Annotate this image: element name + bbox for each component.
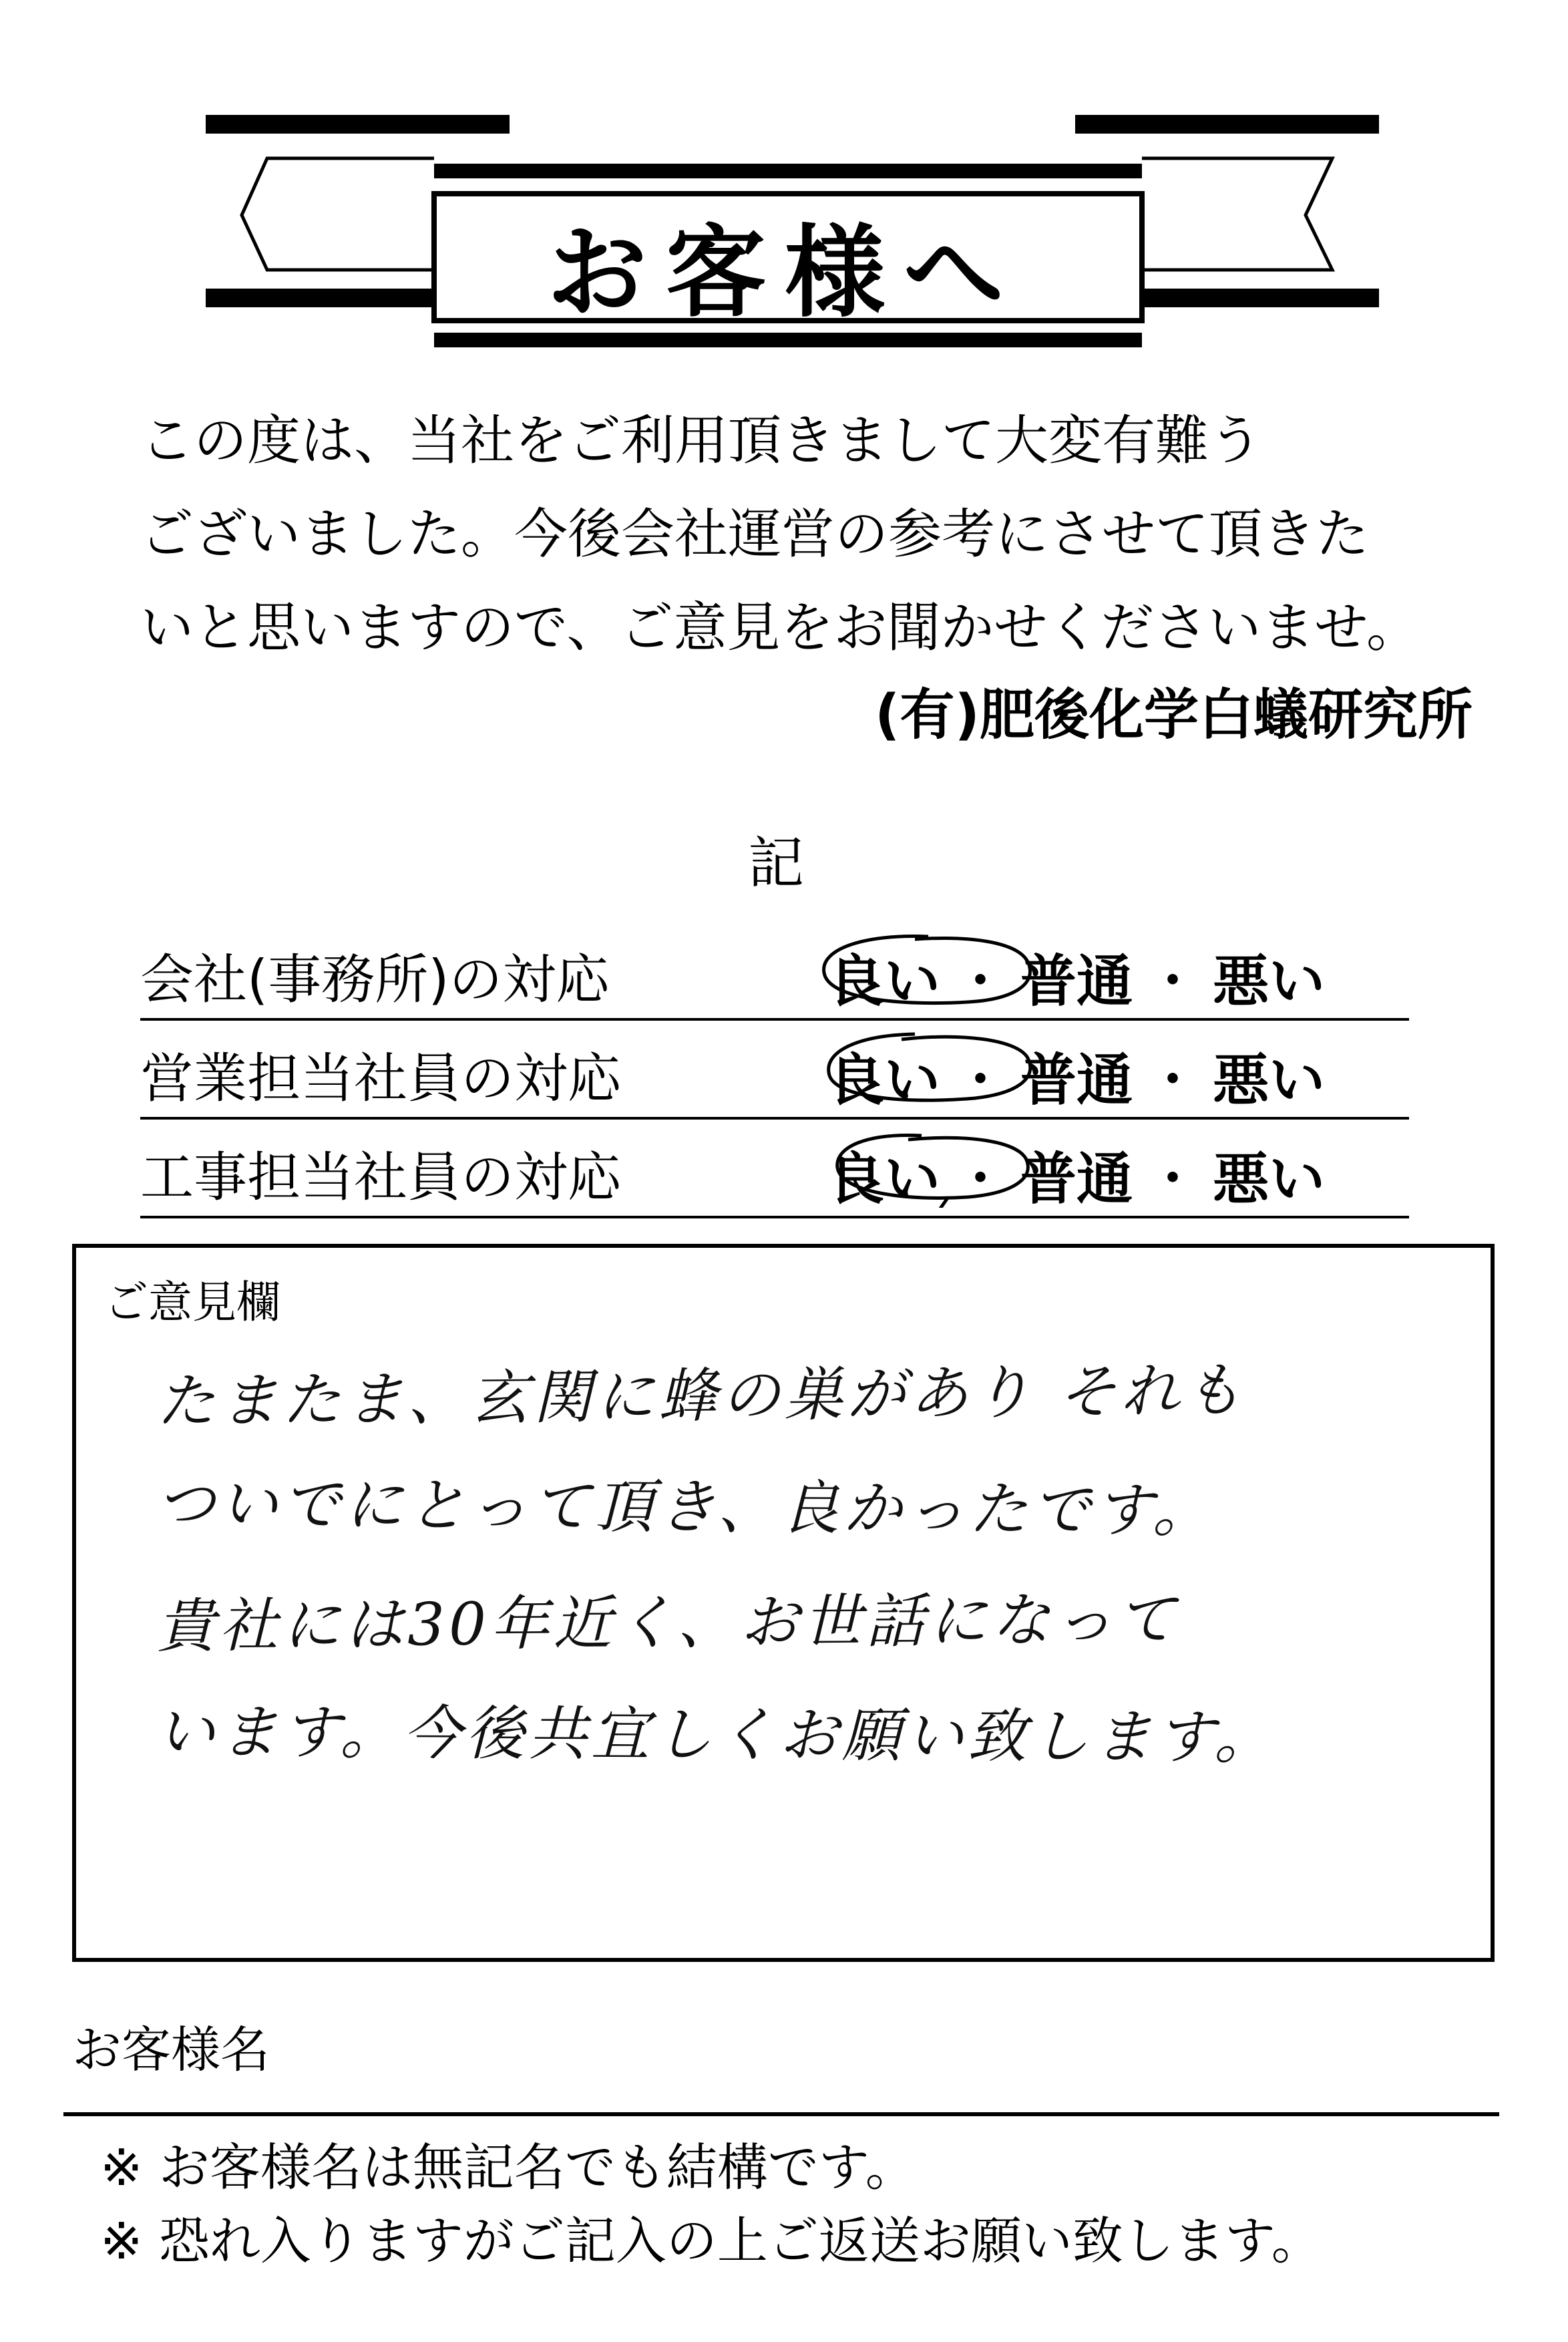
separator: ・ xyxy=(952,1047,1009,1113)
customer-name-line[interactable] xyxy=(63,2112,1499,2116)
rating-label: 会社(事務所)の対応 xyxy=(140,949,610,1011)
rating-label: 工事担当社員の対応 xyxy=(140,1146,621,1208)
customer-name-label: お客様名 xyxy=(72,2021,270,2079)
handwritten-line: います。今後共宜しくお願い致します。 xyxy=(156,1697,1278,1772)
intro-line: ございました。今後会社運営の参考にさせて頂きた xyxy=(140,503,1369,565)
separator: ・ xyxy=(1145,1146,1201,1212)
handwritten-line: ついでにとって頂き、良かったです。 xyxy=(156,1469,1216,1546)
option-bad[interactable]: 悪い xyxy=(1213,1047,1326,1113)
rating-row-sales xyxy=(140,1021,1409,1120)
rating-row-company xyxy=(140,922,1409,1021)
separator: ・ xyxy=(1145,1047,1201,1113)
handwritten-comment xyxy=(156,1338,1485,1792)
separator: ・ xyxy=(952,1146,1009,1212)
separator: ・ xyxy=(1145,949,1201,1014)
header-banner xyxy=(0,0,1568,374)
intro-line: この度は、当社をご利用頂きまして大変有難う xyxy=(140,409,1262,472)
rating-options xyxy=(828,1035,1325,1116)
note-line: ※ 恐れ入りますがご記入の上ご返送お願い致します。 xyxy=(100,2211,1322,2271)
record-heading: 記 xyxy=(748,830,805,896)
option-good[interactable]: 良い xyxy=(828,1146,941,1212)
option-bad[interactable]: 悪い xyxy=(1213,949,1326,1014)
option-bad[interactable]: 悪い xyxy=(1213,1146,1326,1212)
handwritten-line: 貴社には30年近く、お世話になって xyxy=(156,1584,1180,1661)
handwritten-line: たまたま、玄関に蜂の巣があり それも xyxy=(156,1355,1247,1436)
separator: ・ xyxy=(952,949,1009,1014)
rating-options xyxy=(828,937,1325,1017)
rating-row-construction xyxy=(140,1120,1409,1218)
intro-paragraph xyxy=(140,394,1449,675)
company-name: (有)肥後化学白蟻研究所 xyxy=(875,683,1473,747)
opinion-box[interactable] xyxy=(72,1244,1495,1962)
opinion-label: ご意見欄 xyxy=(104,1277,280,1328)
option-average[interactable]: 普通 xyxy=(1020,1047,1133,1113)
note-line: ※ お客様名は無記名でも結構です。 xyxy=(100,2138,916,2197)
option-good[interactable]: 良い xyxy=(828,1047,941,1113)
footer-notes xyxy=(100,2131,1322,2278)
option-average[interactable]: 普通 xyxy=(1020,949,1133,1014)
banner-title: お客様へ xyxy=(546,214,1022,331)
rating-table xyxy=(140,922,1409,1218)
rating-label: 営業担当社員の対応 xyxy=(140,1047,621,1110)
option-average[interactable]: 普通 xyxy=(1020,1146,1133,1212)
option-good[interactable]: 良い xyxy=(828,949,941,1014)
intro-line: いと思いますので、ご意見をお聞かせくださいませ。 xyxy=(140,597,1420,659)
rating-options xyxy=(828,1134,1325,1215)
